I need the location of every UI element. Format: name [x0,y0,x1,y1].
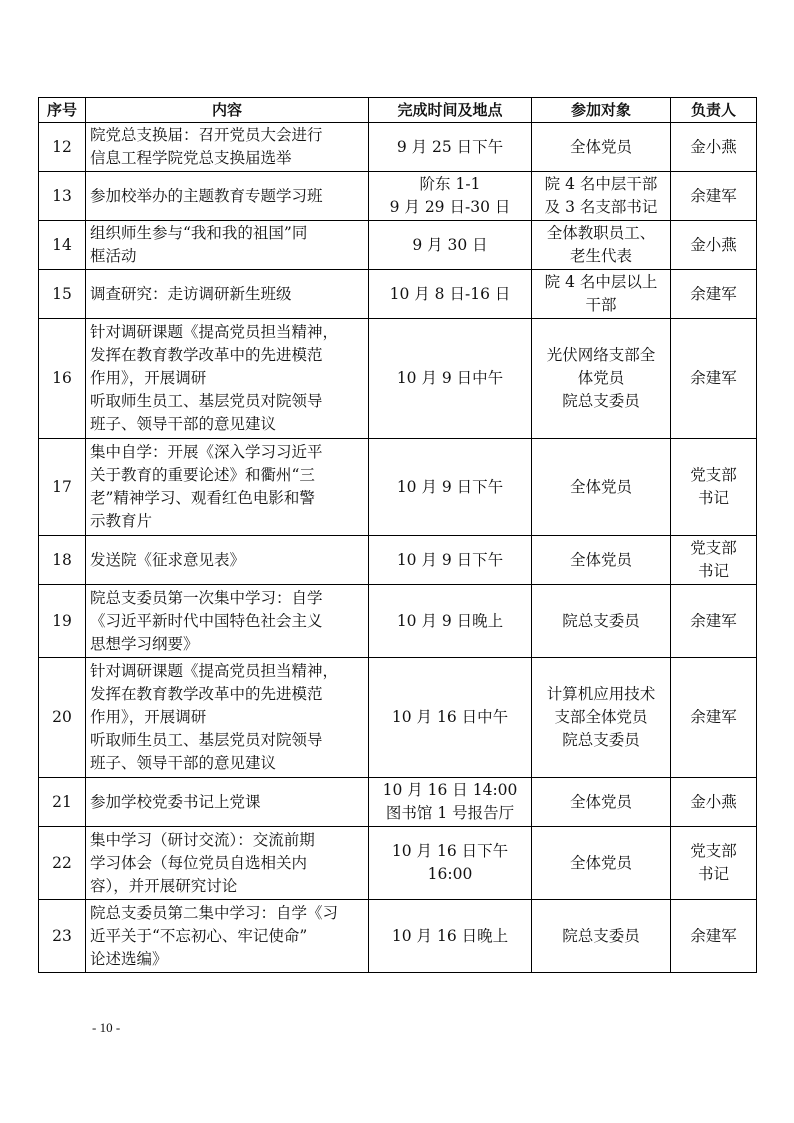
table-row [39,270,757,319]
table-row [39,585,757,658]
row-participants: 全体党员 [569,137,632,156]
row-participants: 院 4 名中层干部 及 3 名支部书记 [544,175,658,216]
row-participants: 全体党员 [569,550,632,569]
row-number: 13 [39,172,86,221]
header-participants: 参加对象 [532,98,671,123]
row-time-place: 10 月 16 日下午 16:00 [391,842,509,883]
table-row [39,439,757,536]
row-time-place: 10 月 8 日-16 日 [389,284,511,303]
row-number: 21 [39,778,86,827]
table-row [39,319,757,439]
header-responsible: 负责人 [671,98,757,123]
row-number: 22 [39,827,86,900]
row-participants: 全体党员 [569,477,632,496]
row-time-place: 10 月 9 日中午 [396,369,504,387]
row-number: 18 [39,536,86,585]
row-content: 组织师生参与“我和我的祖国”同 框活动 [90,224,308,265]
table-row [39,172,757,221]
header-time-place: 完成时间及地点 [369,98,532,123]
row-responsible: 余建军 [690,708,737,726]
row-number: 12 [39,123,86,172]
row-content: 院党总支换届：召开党员大会进行 信息工程学院党总支换届选举 [90,126,323,167]
row-responsible: 党支部 书记 [690,842,737,883]
row-content: 院总支委员第二集中学习：自学《习 近平关于“不忘初心、牢记使命” 论述选编》 [90,903,339,968]
row-time-place: 9 月 25 日下午 [396,137,504,156]
row-responsible: 余建军 [690,926,737,945]
row-participants: 全体党员 [569,792,632,811]
table-row [39,778,757,827]
row-time-place: 阶东 1-1 9 月 29 日-30 日 [389,175,511,216]
row-participants: 院总支委员 [562,926,640,945]
row-participants: 全体党员 [569,853,632,872]
row-content: 针对调研课题《提高党员担当精神， 发挥在教育教学改革中的先进模范 作用》，开展调研 听取师生员工、基层党员对院领导 班子、领导干部的意见建议 [90,323,339,433]
row-time-place: 10 月 9 日下午 [396,477,504,496]
row-number: 16 [39,319,86,439]
row-content: 参加学校党委书记上党课 [90,792,261,811]
row-time-place: 10 月 16 日晚上 [391,926,509,945]
table-header-row [39,98,757,123]
row-time-place: 10 月 9 日晚上 [396,611,504,630]
row-participants: 院总支委员 [562,611,640,630]
row-content: 参加校举办的主题教育专题学习班 [90,186,323,205]
row-time-place: 10 月 16 日中午 [391,708,509,726]
row-content: 发送院《征求意见表》 [90,550,246,569]
row-number: 20 [39,658,86,778]
header-content: 内容 [86,98,369,123]
row-content: 针对调研课题《提高党员担当精神， 发挥在教育教学改革中的先进模范 作用》，开展调研 听取师生员工、基层党员对院领导 班子、领导干部的意见建议 [90,662,339,772]
row-participants: 计算机应用技术 支部全体党员 院总支委员 [546,685,656,749]
row-content: 院总支委员第一次集中学习：自学 《习近平新时代中国特色社会主义 思想学习纲要》 [90,588,323,653]
row-responsible: 余建军 [690,611,737,630]
row-responsible: 金小燕 [690,792,737,811]
row-responsible: 余建军 [690,186,737,205]
page-number: - 10 - [92,1020,121,1035]
row-number: 17 [39,439,86,536]
row-number: 15 [39,270,86,319]
schedule-table [38,97,757,973]
row-number: 23 [39,900,86,973]
row-participants: 光伏网络支部全 体党员 院总支委员 [546,346,656,410]
row-content: 调查研究：走访调研新生班级 [90,284,292,303]
row-responsible: 余建军 [690,369,737,387]
row-number: 19 [39,585,86,658]
table-row [39,536,757,585]
table-row [39,221,757,270]
table-row [39,900,757,973]
row-responsible: 余建军 [690,284,737,303]
row-participants: 院 4 名中层以上 干部 [544,273,658,314]
row-responsible: 党支部 书记 [690,539,737,580]
row-content: 集中自学：开展《深入学习习近平 关于教育的重要论述》和衢州“三 老”精神学习、观看红色电影和警 示教育片 [90,443,323,530]
row-time-place: 10 月 16 日 14:00 图书馆 1 号报告厅 [382,781,518,822]
row-content: 集中学习（研讨交流）：交流前期 学习体会（每位党员自选相关内 容），并开展研究讨论 [90,830,315,895]
row-responsible: 金小燕 [690,137,737,156]
table-row [39,123,757,172]
header-no: 序号 [39,98,86,123]
row-time-place: 10 月 9 日下午 [396,550,504,569]
table-row [39,658,757,778]
row-time-place: 9 月 30 日 [412,235,488,254]
row-participants: 全体教职员工、 老生代表 [546,224,656,265]
row-number: 14 [39,221,86,270]
row-responsible: 金小燕 [690,235,737,254]
table-row [39,827,757,900]
row-responsible: 党支部 书记 [690,466,737,507]
